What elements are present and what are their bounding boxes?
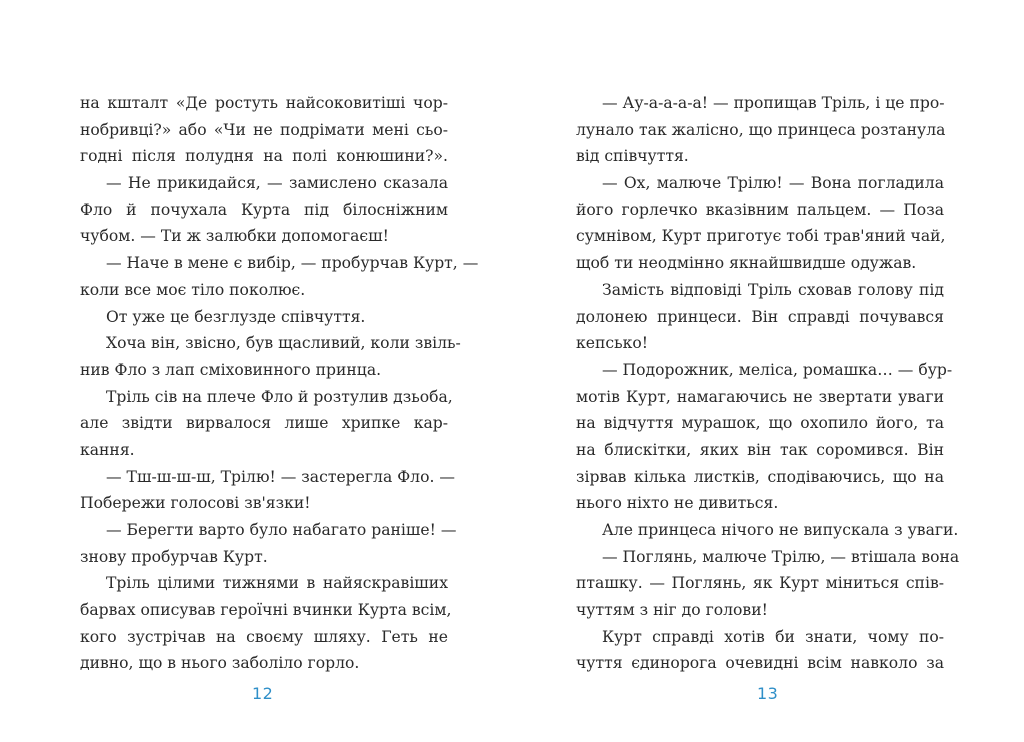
text-line: чуття єдинорога очевидні всім навколо за	[576, 654, 944, 673]
text-line: — Тш-ш-ш-ш, Трілю! — застерегла Фло. —	[106, 467, 455, 486]
text-line: чуттям з ніг до голови!	[576, 601, 768, 620]
text-line: знову пробурчав Курт.	[80, 547, 268, 566]
text-line: кання.	[80, 440, 135, 459]
text-line: Хоча він, звісно, був щасливий, коли звіль-	[106, 334, 461, 353]
text-line: нього ніхто не дивиться.	[576, 494, 779, 513]
text-line: дивно, що в нього заболіло горло.	[80, 654, 360, 673]
text-line: мотів Курт, намагаючись не звертати уваги	[576, 387, 944, 406]
text-line: щоб ти неодмінно якнайшвидше одужав.	[576, 254, 917, 273]
text-line: нобривці?» або «Чи не подрімати мені сьо-	[80, 120, 448, 139]
text-line: Побережи голосові зв'язки!	[80, 494, 311, 513]
text-line: на відчуття мурашок, що охопило його, та	[576, 414, 944, 433]
text-line: — Подорожник, меліса, ромашка… — бур-	[602, 360, 953, 379]
text-line: лунало так жалісно, що принцеса розтанула	[576, 120, 946, 139]
text-line: — Берегти варто було набагато раніше! —	[106, 521, 457, 539]
text-line: чубом. — Ти ж залюбки допомогаєш!	[80, 227, 389, 246]
text-line: Курт справді хотів би знати, чому по-	[602, 627, 944, 646]
text-line: долонею принцеси. Він справді почувався	[576, 307, 944, 326]
text-line: От уже це безглузде співчуття.	[106, 307, 366, 326]
text-line: його горлечко вказівним пальцем. — Поза	[576, 200, 944, 219]
text-line: — Ох, малюче Трілю! — Вона погладила	[602, 174, 944, 193]
text-line: зірвав кілька листків, сподіваючись, що на	[576, 467, 944, 486]
text-line: кепсько!	[576, 334, 648, 353]
text-line: Тріль цілими тижнями в найяскравіших	[106, 574, 448, 593]
text-line: на кшталт «Де ростуть найсоковитіші чор-	[80, 94, 448, 112]
text-line: Але принцеса нічого не випускала з уваги.	[602, 521, 959, 539]
right-page-text	[576, 90, 960, 677]
left-page-number: 12	[252, 684, 274, 703]
text-line: коли все моє тіло поколює.	[80, 280, 306, 299]
text-line: — Ау-а-а-а-а! — пропищав Тріль, і це про-	[602, 94, 945, 112]
text-line: — Поглянь, малюче Трілю, — втішала вона	[602, 547, 960, 566]
text-line: годні після полудня на полі конюшини?».	[80, 147, 448, 166]
text-line: нив Фло з лап сміховинного принца.	[80, 360, 382, 379]
text-line: але звідти вирвалося лише хрипке кар-	[80, 414, 448, 433]
left-page-text	[80, 90, 479, 677]
text-line: Тріль сів на плече Фло й розтулив дзьоба,	[106, 387, 453, 406]
text-line: сумнівом, Курт приготує тобі трав'яний чай,	[576, 227, 946, 246]
text-line: Фло й почухала Курта під білосніжним	[80, 200, 448, 219]
text-line: барвах описував героїчні вчинки Курта всім,	[80, 601, 452, 620]
text-line: Замість відповіді Тріль сховав голову під	[602, 280, 944, 299]
text-line: на блискітки, яких він так соромився. Він	[576, 440, 944, 459]
text-line: від співчуття.	[576, 147, 689, 166]
text-line: — Не прикидайся, — замислено сказала	[106, 174, 448, 193]
text-line: — Наче в мене є вибір, — пробурчав Курт, —	[106, 254, 479, 273]
right-page-number: 13	[757, 684, 779, 703]
text-line: кого зустрічав на своєму шляху. Геть не	[80, 627, 448, 646]
text-line: пташку. — Поглянь, як Курт міниться спів-	[576, 574, 944, 593]
